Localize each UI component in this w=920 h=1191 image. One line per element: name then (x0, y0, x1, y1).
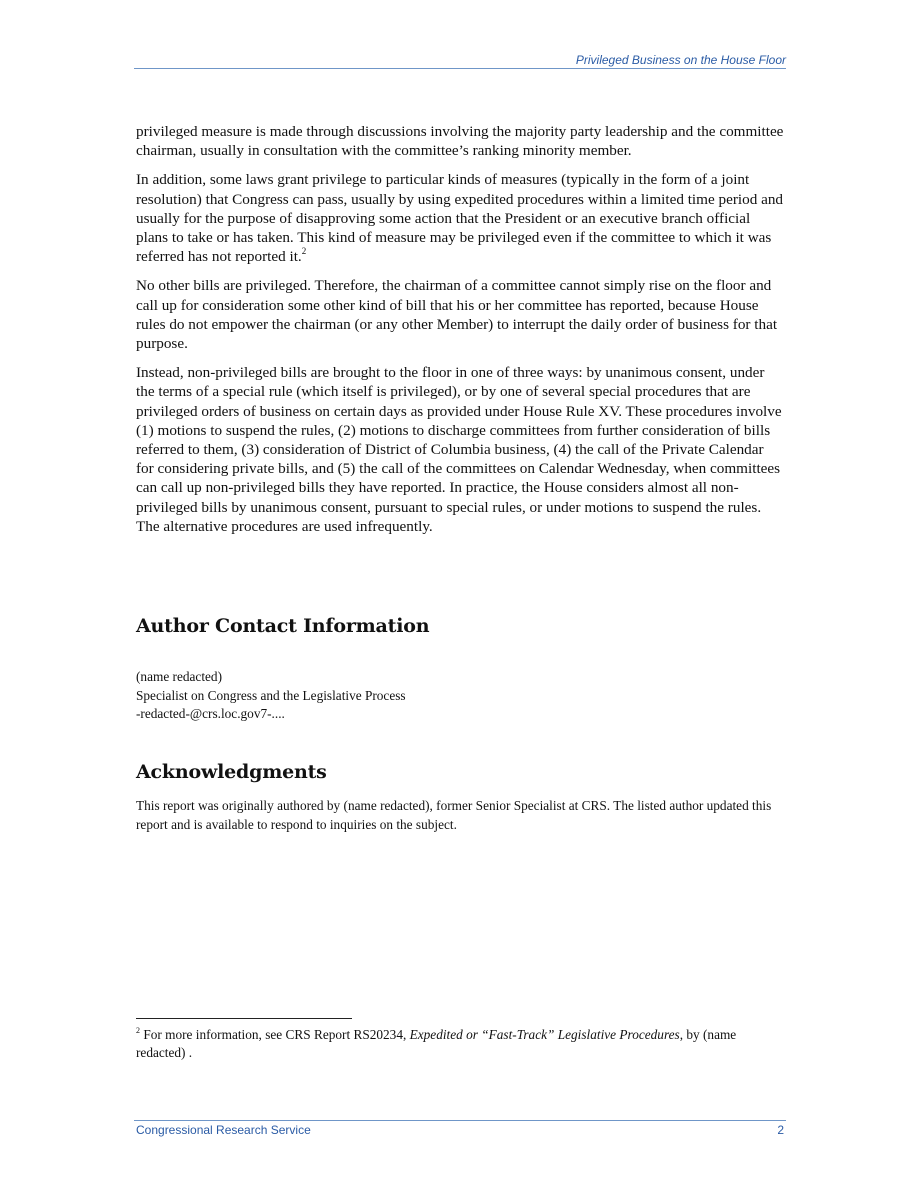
author-name: (name redacted) (136, 669, 223, 684)
footnote-text-after: , by (name redacted) . (136, 1027, 737, 1060)
footnote-ref-2[interactable]: 2 (301, 246, 307, 257)
paragraph-2 (136, 170, 784, 266)
footnote-2 (136, 1026, 786, 1062)
acknowledgments-text: This report was originally authored by (name redacted), former Senior Specialist at CRS. The listed author updated this report and is available to respond to inquiries on the subject. (136, 798, 772, 832)
author-email[interactable]: -redacted-@crs.loc.gov7-.... (136, 706, 285, 721)
paragraph-1: privileged measure is made through discussions involving the majority party leadership and the committee chairman, usually in consultation with the committee’s ranking minority member. (136, 123, 784, 160)
footer-rule (134, 1120, 786, 1121)
paragraph-3: No other bills are privileged. Therefore, the chairman of a committee cannot simply rise on the floor and call up for consideration some other kind of bill that his or her committee has reported, because House rules do not empower the chairman (or any other Member) to interrupt the daily order of business for that purpose. (136, 277, 778, 353)
paragraph-2-text: In addition, some laws grant privilege to particular kinds of measures (typically in the form of a joint resolution) that Congress can pass, usually by using expedited procedures within a limited time period and usually for the purpose of disapproving some action that the President or an executive branch official plans to take or has taken. This kind of measure may be privileged even if the committee to which it was referred has not reported it. (136, 171, 784, 266)
author-contact-block (136, 668, 406, 724)
acknowledgments-heading: Acknowledgments (136, 761, 327, 783)
header-rule (134, 68, 786, 69)
author-contact-heading: Author Contact Information (136, 615, 430, 637)
footnote-text-before: For more information, see CRS Report RS20234, (140, 1027, 410, 1042)
body-text (136, 122, 784, 546)
footer-page-number: 2 (777, 1123, 784, 1137)
footnote-number: 2 (136, 1025, 140, 1035)
paragraph-4: Instead, non-privileged bills are brought to the floor in one of three ways: by unanimous consent, under the terms of a special rule (which itself is privileged), or by one of several special procedures that are privileged orders of business on certain days as provided under House Rule XV. These procedures involve (1) motions to suspend the rules, (2) motions to discharge committees from further consideration of bills referred to them, (3) consideration of District of Columbia business, (4) the call of the Private Calendar for considering private bills, and (5) the call of the committees on Calendar Wednesday, when committees can call up non-privileged bills they have reported. In practice, the House considers almost all non-privileged bills by unanimous consent, pursuant to special rules, or under motions to suspend the rules. The alternative procedures are used infrequently. (136, 364, 782, 535)
footer-organization: Congressional Research Service (136, 1123, 311, 1137)
footnote-rule (136, 1018, 352, 1019)
running-header-title: Privileged Business on the House Floor (575, 53, 786, 67)
author-title: Specialist on Congress and the Legislative Process (136, 687, 406, 703)
footnote-report-title: Expedited or “Fast-Track” Legislative Procedures (409, 1027, 680, 1042)
